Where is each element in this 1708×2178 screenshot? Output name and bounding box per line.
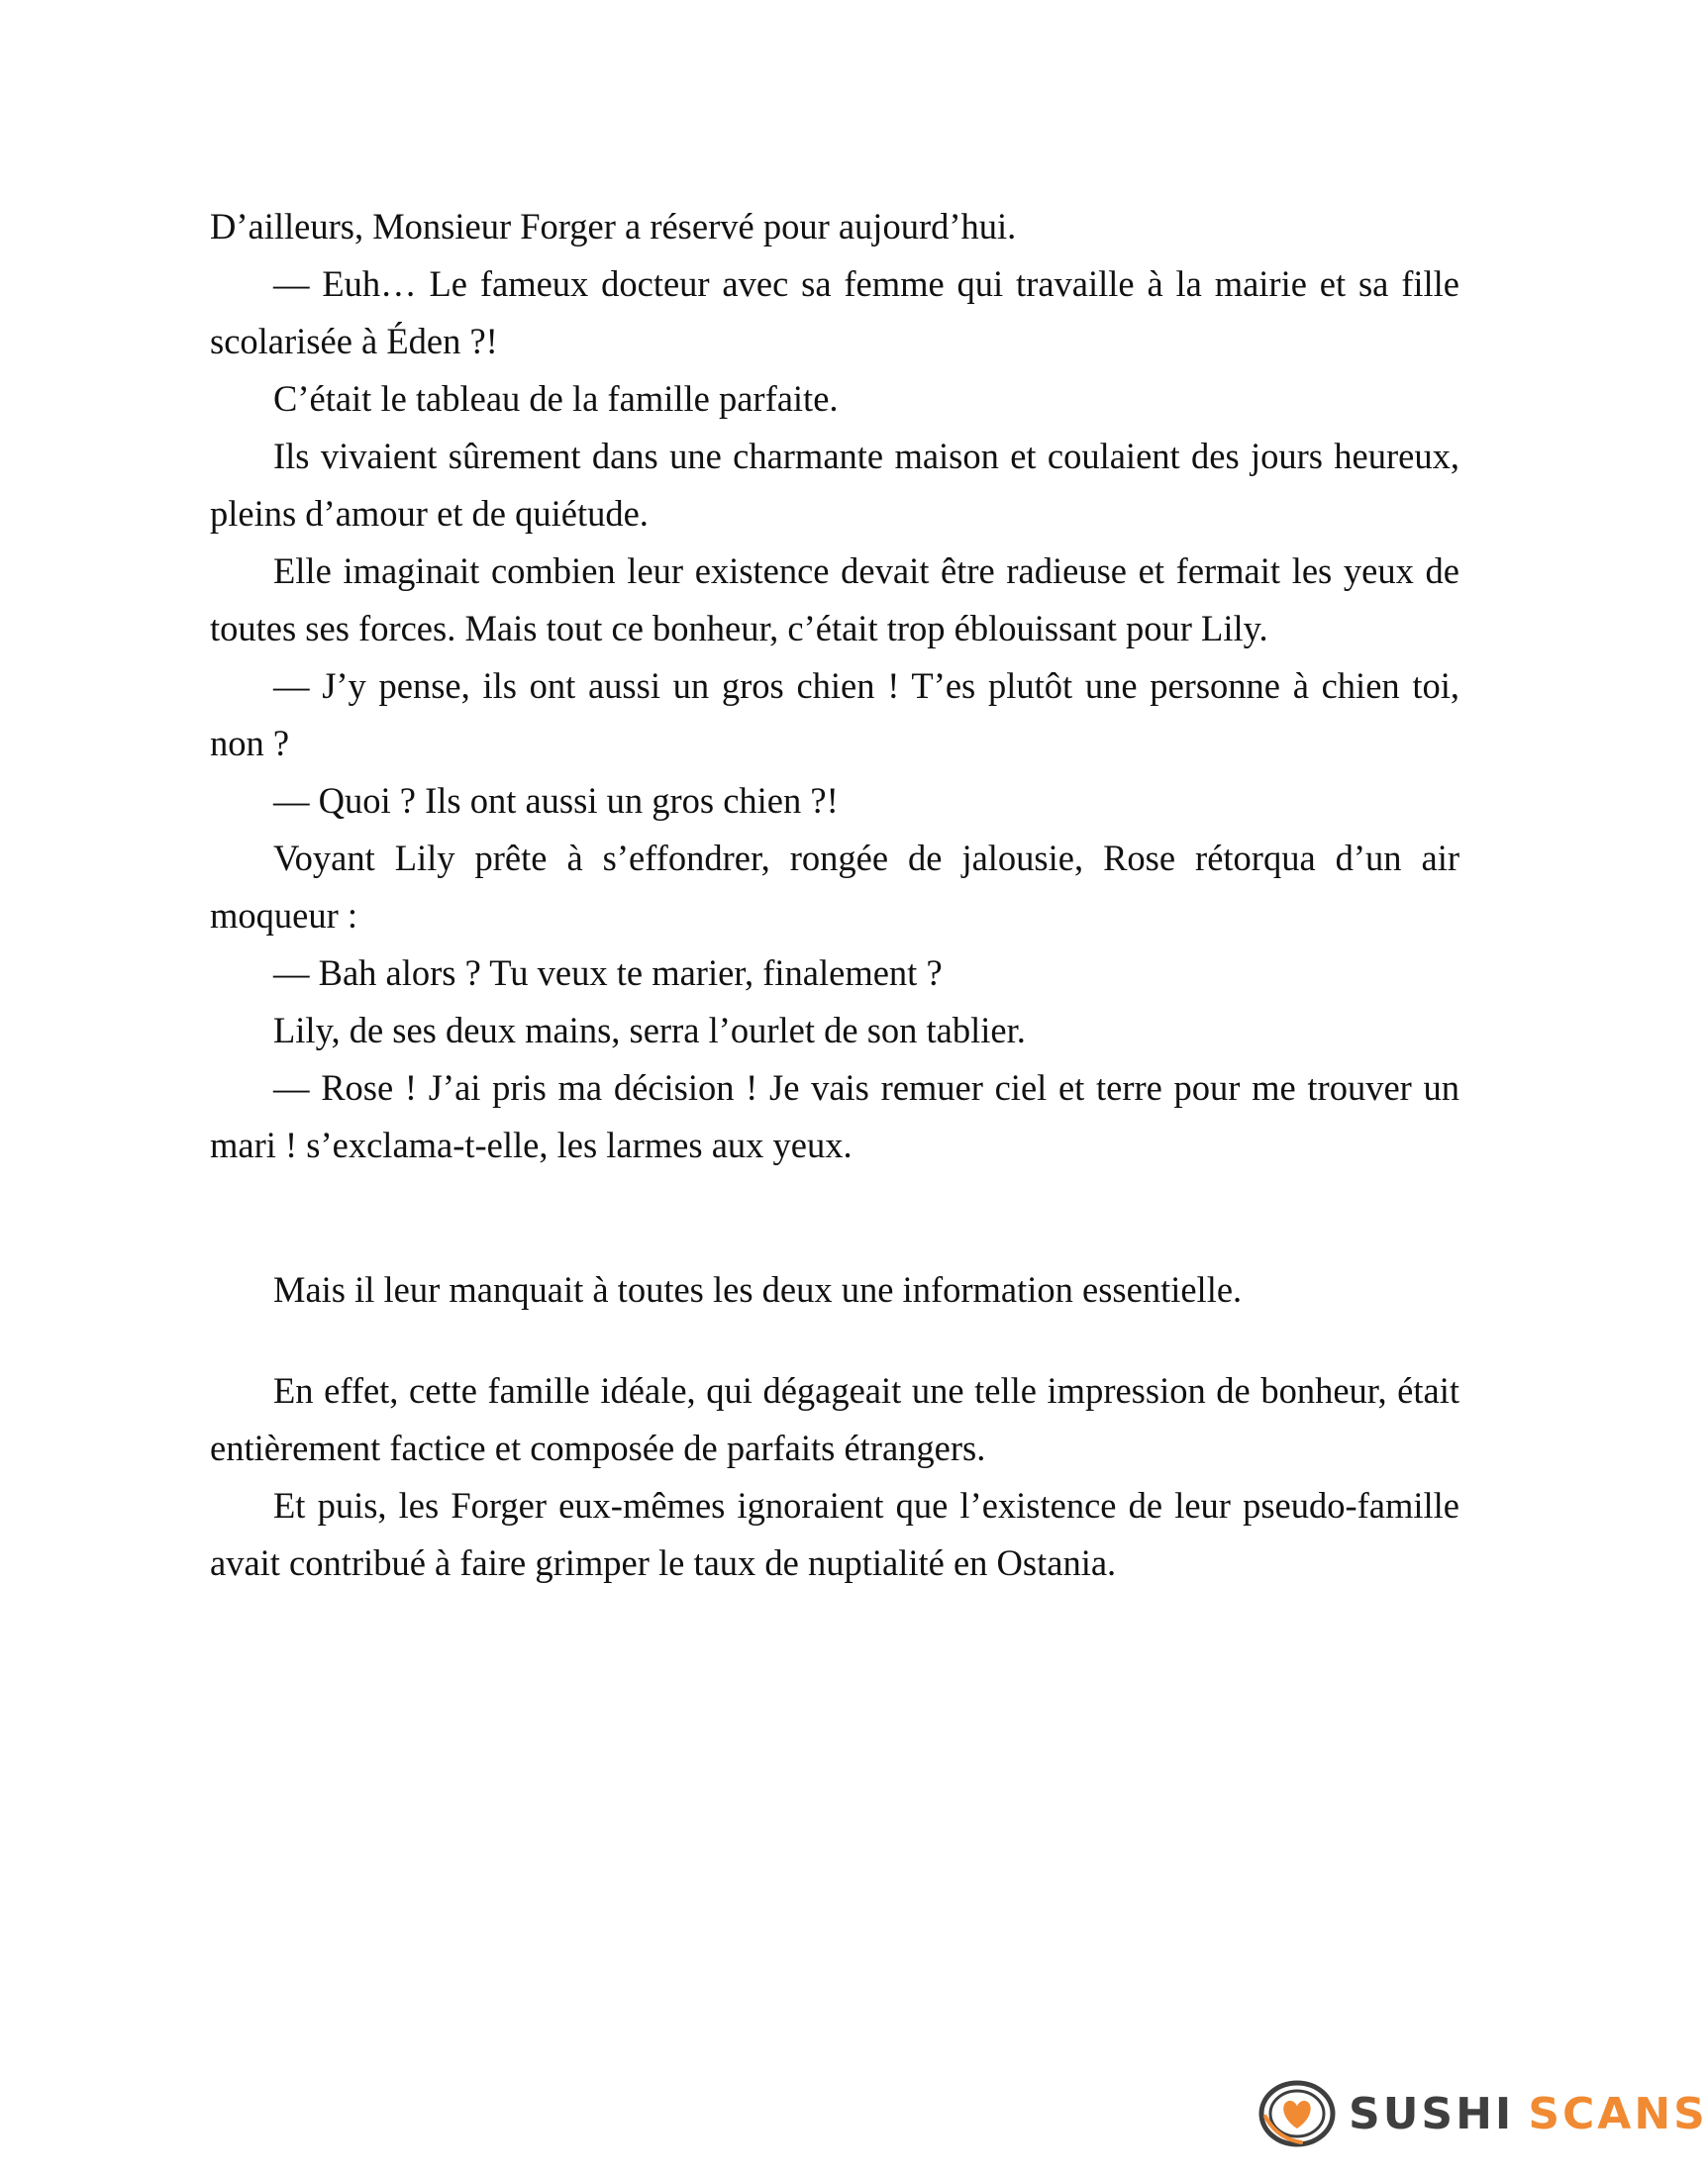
paragraph: C’était le tableau de la famille parfaite.: [273, 378, 839, 419]
sushi-heart-icon: [1257, 2079, 1339, 2148]
paragraph: — Euh… Le fameux docteur avec sa femme qui travaille à la mairie et sa fille scolarisée à Éden ?!: [210, 263, 1459, 361]
paragraph: En effet, cette famille idéale, qui dégageait une telle impression de bonheur, était entièrement factice et composée de parfaits étrangers.: [210, 1370, 1459, 1468]
watermark-text: [1349, 2089, 1708, 2139]
paragraph: — Bah alors ? Tu veux te marier, finalement ?: [273, 952, 943, 993]
paragraph: Voyant Lily prête à s’effondrer, rongée de jalousie, Rose rétorqua d’un air moqueur :: [210, 838, 1459, 936]
paragraph: Lily, de ses deux mains, serra l’ourlet de son tablier.: [273, 1010, 1026, 1050]
paragraph: — Rose ! J’ai pris ma décision ! Je vais remuer ciel et terre pour me trouver un mari ! s’exclama-t-elle, les larmes aux yeux.: [210, 1067, 1459, 1165]
paragraph: Ils vivaient sûrement dans une charmante maison et coulaient des jours heureux, pleins d’amour et de quiétude.: [210, 436, 1459, 534]
paragraph: Elle imaginait combien leur existence devait être radieuse et fermait les yeux de toutes ses forces. Mais tout ce bonheur, c’était trop éblouissant pour Lily.: [210, 550, 1459, 648]
paragraph: Et puis, les Forger eux-mêmes ignoraient que l’existence de leur pseudo-famille avait contribué à faire grimper le taux de nuptialité en Ostania.: [210, 1485, 1459, 1583]
paragraph: Mais il leur manquait à toutes les deux une information essentielle.: [273, 1269, 1243, 1310]
paragraph: — J’y pense, ils ont aussi un gros chien ! T’es plutôt une personne à chien toi, non ?: [210, 665, 1459, 763]
watermark-logo: [1257, 2079, 1708, 2148]
paragraph: — Quoi ? Ils ont aussi un gros chien ?!: [273, 780, 839, 821]
document-page: [210, 198, 1459, 1592]
watermark-word-sushi: SUSHI: [1349, 2088, 1515, 2139]
watermark-word-scans: SCANS: [1528, 2088, 1708, 2139]
paragraph: D’ailleurs, Monsieur Forger a réservé pour aujourd’hui.: [210, 206, 1017, 247]
